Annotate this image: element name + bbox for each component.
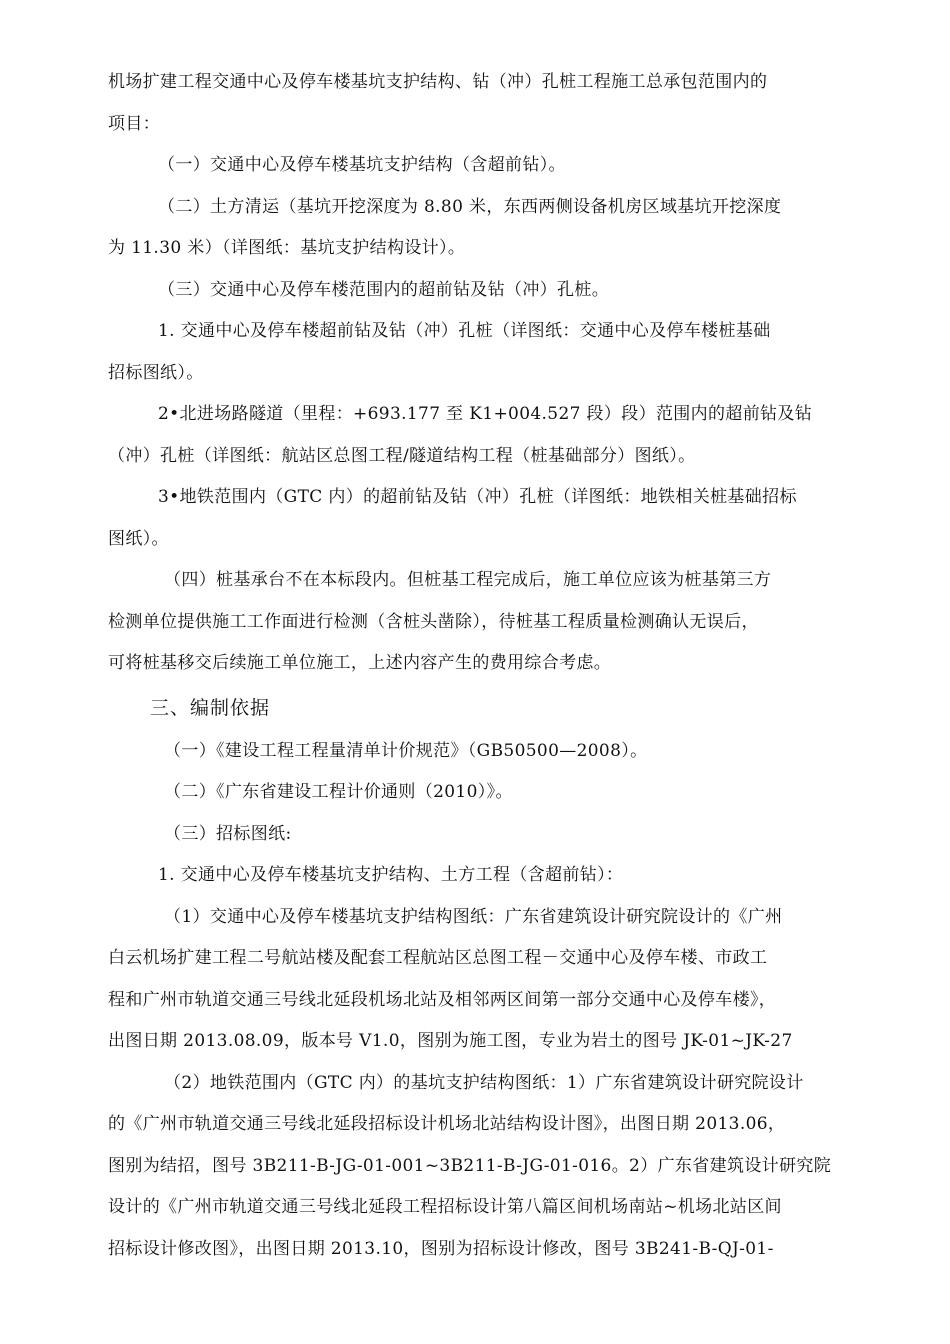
text-line: （二）土方清运（基坑开挖深度为 8.80 米，东西两侧设备机房区域基坑开挖深度 bbox=[158, 196, 782, 217]
text-line: 图纸）。 bbox=[108, 528, 169, 549]
text-line: （四）桩基承台不在本标段内。但桩基工程完成后，施工单位应该为桩基第三方 bbox=[164, 570, 772, 590]
text-line: 招标设计修改图》，出图日期 2013.10，图别为招标设计修改，图号 3B241-B-QJ-01- bbox=[108, 1238, 774, 1259]
paragraph-block-scope bbox=[108, 62, 850, 685]
text-line: （一）交通中心及停车楼基坑支护结构（含超前钻）。 bbox=[158, 155, 566, 175]
text-line: 招标图纸）。 bbox=[108, 362, 204, 383]
text-line: 项目： bbox=[108, 113, 161, 134]
text-line: 可将桩基移交后续施工单位施工，上述内容产生的费用综合考虑。 bbox=[108, 653, 612, 673]
text-line: 2•北进场路隧道（里程：+693.177 至 K1+004.527 段）段）范围内的超前钻及钻 bbox=[158, 404, 813, 424]
text-line: （三）交通中心及停车楼范围内的超前钻及钻（冲）孔桩。 bbox=[158, 279, 610, 300]
text-line: 1. 交通中心及停车楼超前钻及钻（冲）孔桩（详图纸：交通中心及停车楼桩基础 bbox=[158, 321, 771, 341]
text-line: 白云机场扩建工程二号航站楼及配套工程航站区总图工程－交通中心及停车楼、市政工 bbox=[108, 948, 768, 968]
text-line: （二）《广东省建设工程计价通则（2010）》。 bbox=[164, 782, 513, 802]
paragraph-block-basis bbox=[108, 731, 850, 1271]
document-page bbox=[108, 62, 850, 1270]
text-line: （一）《建设工程工程量清单计价规范》（GB50500—2008）。 bbox=[164, 740, 648, 761]
text-line: 设计的《广州市轨道交通三号线北延段工程招标设计第八篇区间机场南站~机场北站区间 bbox=[108, 1197, 782, 1217]
text-line: 3•地铁范围内（GTC 内）的超前钻及钻（冲）孔桩（详图纸：地铁相关桩基础招标 bbox=[158, 487, 797, 507]
text-line: 出图日期 2013.08.09，版本号 V1.0，图别为施工图，专业为岩土的图号 JK-01~JK-27 bbox=[108, 1031, 793, 1051]
text-line: 的《广州市轨道交通三号线北延段招标设计机场北站结构设计图》，出图日期 2013.06， bbox=[108, 1114, 786, 1134]
text-line: 为 11.30 米）（详图纸：基坑支护结构设计）。 bbox=[108, 238, 466, 258]
text-line: 图别为结招，图号 3B211-B-JG-01-001~3B211-B-JG-01-016。2）广东省建筑设计研究院 bbox=[108, 1155, 832, 1176]
text-line: （2）地铁范围内（GTC 内）的基坑支护结构图纸：1）广东省建筑设计研究院设计 bbox=[164, 1072, 804, 1093]
text-line: 1. 交通中心及停车楼基坑支护结构、土方工程（含超前钻）： bbox=[158, 865, 624, 885]
text-line: 检测单位提供施工工作面进行检测（含桩头凿除），待桩基工程质量检测确认无误后， bbox=[108, 611, 759, 632]
text-line: （三）招标图纸: bbox=[164, 823, 292, 844]
text-line: （1）交通中心及停车楼基坑支护结构图纸：广东省建筑设计研究院设计的《广州 bbox=[164, 906, 783, 927]
text-line: 程和广州市轨道交通三号线北延段机场北站及相邻两区间第一部分交通中心及停车楼》， bbox=[108, 989, 777, 1010]
text-line: 机场扩建工程交通中心及停车楼基坑支护结构、钻（冲）孔桩工程施工总承包范围内的 bbox=[108, 72, 768, 92]
section-heading: 三、编制依据 bbox=[150, 696, 271, 719]
text-line: （冲）孔桩（详图纸：航站区总图工程/隧道结构工程（桩基础部分）图纸）。 bbox=[108, 445, 696, 466]
